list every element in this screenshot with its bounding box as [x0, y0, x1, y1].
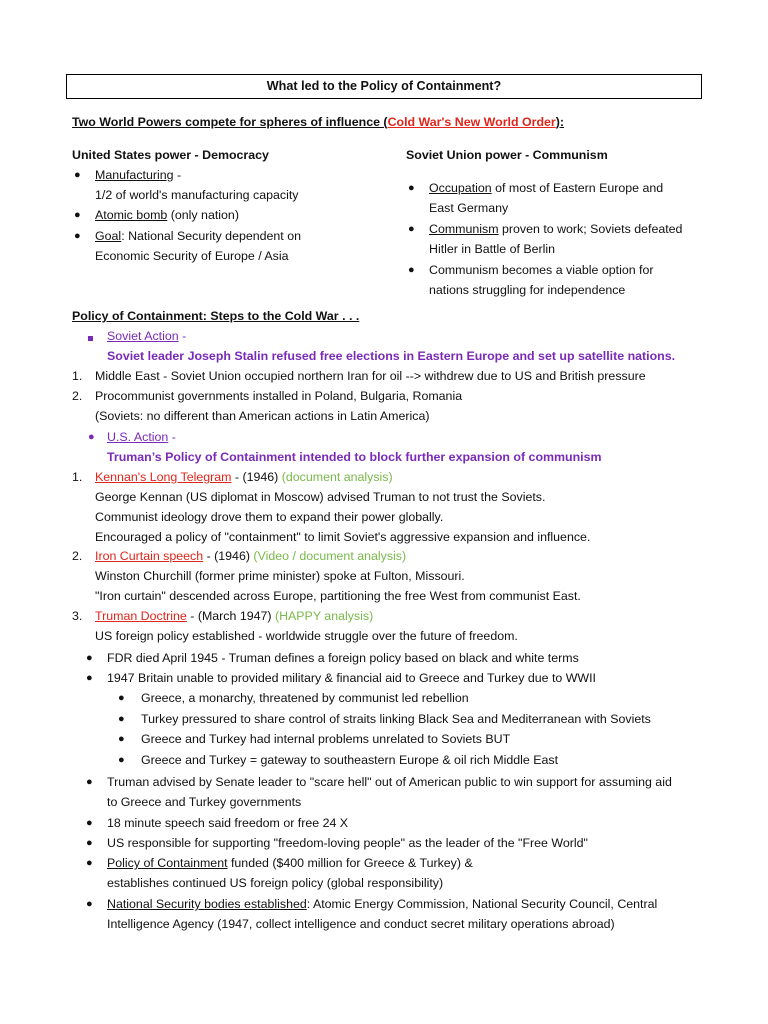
- bullet-icon: ●: [408, 223, 415, 235]
- page-title: What led to the Policy of Containment?: [66, 74, 702, 99]
- list-number: 3.: [72, 609, 83, 623]
- us-goal: Goal: National Security dependent on: [95, 229, 301, 243]
- intro-highlight: Cold War's New World Order: [387, 115, 556, 129]
- bullet-icon: ●: [86, 817, 93, 829]
- list-number: 2.: [72, 549, 83, 563]
- kennan-line: George Kennan (US diplomat in Moscow) advised Truman to not trust the Soviets.: [95, 490, 546, 504]
- kennan-line: Communist ideology drove them to expand their power globally.: [95, 510, 444, 524]
- list-number: 1.: [72, 369, 83, 383]
- truman-sub-bullet: Greece and Turkey had internal problems unrelated to Soviets BUT: [141, 732, 511, 746]
- truman-bullet-cont: establishes continued US foreign policy (global responsibility): [107, 876, 444, 890]
- intro-before: Two World Powers compete for spheres of influence (: [72, 115, 388, 129]
- soviet-communism-cont: Hitler in Battle of Berlin: [429, 242, 556, 256]
- bullet-icon: ●: [86, 898, 93, 910]
- soviet-communism: Communism proven to work; Soviets defeated: [429, 222, 683, 236]
- truman-bullet: 1947 Britain unable to provided military & financial aid to Greece and Turkey due to WWII: [107, 671, 596, 685]
- truman-bullet: Policy of Containment funded ($400 million for Greece & Turkey) &: [107, 856, 473, 870]
- us-heading: United States power - Democracy: [72, 148, 269, 162]
- bullet-icon: ●: [86, 837, 93, 849]
- truman-bullet: US responsible for supporting "freedom-loving people" as the leader of the "Free World": [107, 836, 588, 850]
- us-manufacturing-detail: 1/2 of world's manufacturing capacity: [95, 188, 299, 202]
- bullet-icon: ●: [86, 652, 93, 664]
- soviet-viable-cont: nations struggling for independence: [429, 283, 626, 297]
- soviet-occupation: Occupation of most of Eastern Europe and: [429, 181, 664, 195]
- us-action-desc: Truman’s Policy of Containment intended to block further expansion of communism: [107, 450, 602, 464]
- us-action-label: U.S. Action -: [107, 430, 176, 444]
- bullet-icon: ●: [118, 713, 125, 725]
- kennan-heading: Kennan's Long Telegram - (1946) (document analysis): [95, 470, 393, 484]
- soviet-viable: Communism becomes a viable option for: [429, 263, 654, 277]
- list-number: 1.: [72, 470, 83, 484]
- intro-line: [72, 114, 564, 130]
- truman-bullet: National Security bodies established: Atomic Energy Commission, National Security Council, Central: [107, 897, 658, 911]
- us-manufacturing: Manufacturing -: [95, 168, 182, 182]
- us-goal-cont: Economic Security of Europe / Asia: [95, 249, 289, 263]
- list-item: Middle East - Soviet Union occupied northern Iran for oil --> withdrew due to US and British pressure: [95, 369, 646, 383]
- bullet-icon: ●: [118, 754, 125, 766]
- bullet-icon: ●: [74, 209, 81, 221]
- iron-line: Winston Churchill (former prime minister) spoke at Fulton, Missouri.: [95, 569, 465, 583]
- intro-after: ):: [555, 115, 565, 129]
- policy-heading: Policy of Containment: Steps to the Cold War . . .: [72, 309, 360, 323]
- list-item: Procommunist governments installed in Poland, Bulgaria, Romania: [95, 389, 463, 403]
- bullet-icon: ●: [408, 182, 415, 194]
- iron-line: "Iron curtain" descended across Europe, partitioning the free West from communist East.: [95, 589, 581, 603]
- bullet-icon: ●: [74, 230, 81, 242]
- truman-sub-bullet: Greece, a monarchy, threatened by communist led rebellion: [141, 691, 469, 705]
- us-atomic: Atomic bomb (only nation): [95, 208, 239, 222]
- bullet-icon: ●: [118, 692, 125, 704]
- bullet-icon: ●: [86, 857, 93, 869]
- truman-bullet-cont: to Greece and Turkey governments: [107, 795, 302, 809]
- truman-sub-bullet: Greece and Turkey = gateway to southeastern Europe & oil rich Middle East: [141, 753, 559, 767]
- soviet-action-label: Soviet Action -: [107, 329, 187, 343]
- truman-bullet: FDR died April 1945 - Truman defines a foreign policy based on black and white terms: [107, 651, 579, 665]
- soviet-action-desc: Soviet leader Joseph Stalin refused free elections in Eastern Europe and set up satellite nations.: [107, 349, 676, 363]
- truman-bullet: Truman advised by Senate leader to "scare hell" out of American public to win support for assuming aid: [107, 775, 672, 789]
- bullet-icon: ●: [86, 672, 93, 684]
- truman-bullet: 18 minute speech said freedom or free 24 X: [107, 816, 349, 830]
- truman-heading: Truman Doctrine - (March 1947) (HAPPY analysis): [95, 609, 374, 623]
- bullet-icon: ●: [86, 776, 93, 788]
- truman-line: US foreign policy established - worldwide struggle over the future of freedom.: [95, 629, 518, 643]
- iron-heading: Iron Curtain speech - (1946) (Video / document analysis): [95, 549, 407, 563]
- soviet-action-note: (Soviets: no different than American actions in Latin America): [95, 409, 430, 423]
- square-bullet-icon: [88, 329, 93, 345]
- bullet-icon: ●: [118, 733, 125, 745]
- list-number: 2.: [72, 389, 83, 403]
- bullet-icon: ●: [74, 169, 81, 181]
- bullet-icon: ●: [88, 431, 95, 443]
- kennan-line: Encouraged a policy of "containment" to limit Soviet's aggressive expansion and influence.: [95, 530, 591, 544]
- truman-bullet-cont: Intelligence Agency (1947, collect intelligence and conduct secret military operations abroad): [107, 917, 615, 931]
- truman-sub-bullet: Turkey pressured to share control of straits linking Black Sea and Mediterranean with Soviets: [141, 712, 651, 726]
- soviet-heading: Soviet Union power - Communism: [406, 148, 608, 162]
- bullet-icon: ●: [408, 264, 415, 276]
- soviet-occupation-cont: East Germany: [429, 201, 509, 215]
